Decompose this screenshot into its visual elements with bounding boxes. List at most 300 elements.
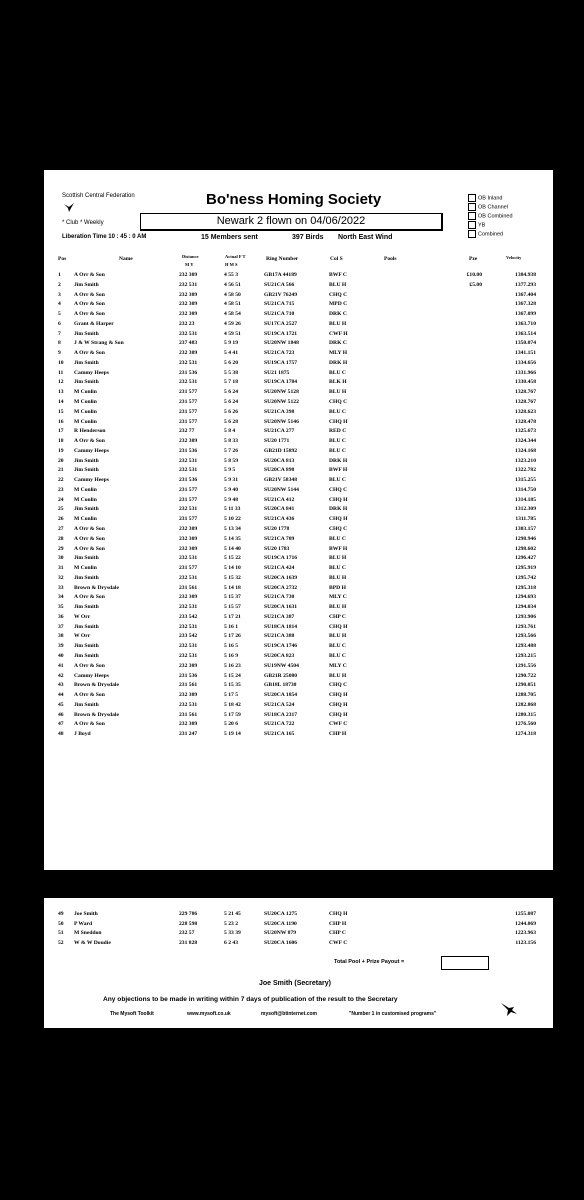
row-distance: 228 598 — [179, 920, 198, 927]
checkbox-ob-channel[interactable]: OB Channel — [468, 203, 513, 212]
row-time: 5 4 41 — [224, 350, 238, 357]
row-time: 5 6 24 — [224, 389, 238, 396]
row-ring: SU19CA 1716 — [264, 555, 298, 562]
row-time: 5 9 31 — [224, 477, 238, 484]
row-velocity: 1324.168 — [515, 447, 536, 454]
row-colour: BLU C — [329, 535, 346, 542]
row-ring: SU19CA 1721 — [264, 330, 298, 337]
row-ring: GB21R 25080 — [264, 672, 298, 679]
row-velocity: 1384.938 — [515, 272, 536, 278]
row-ring: SU21CA 709 — [264, 535, 295, 542]
row-time: 5 14 40 — [224, 545, 241, 552]
row-name: Jim Smith — [74, 457, 99, 464]
row-velocity: 1294.034 — [515, 604, 536, 611]
table-row — [44, 525, 553, 535]
table-row — [44, 447, 553, 457]
row-distance: 232 531 — [179, 457, 198, 464]
row-name: Jim Smith — [74, 281, 99, 288]
slogan: "Number 1 in customised programs" — [349, 1011, 437, 1017]
row-pos: 4 — [58, 301, 61, 308]
row-time: 5 16 1 — [224, 623, 238, 630]
row-colour: BLU C — [329, 438, 346, 445]
row-time: 5 16 9 — [224, 653, 238, 660]
row-velocity: 1291.556 — [515, 662, 536, 669]
row-time: 5 14 35 — [224, 535, 241, 542]
row-distance: 231 536 — [179, 672, 198, 679]
row-distance: 232 531 — [179, 467, 198, 474]
header-name: Name — [119, 256, 133, 262]
row-pos: 20 — [58, 457, 64, 464]
row-ring: SU21CA 436 — [264, 516, 295, 523]
row-name: Jim Smith — [74, 623, 99, 630]
row-ring: SU20CA 1639 — [264, 574, 298, 581]
row-ring: GB21V 58348 — [264, 477, 297, 484]
row-pos: 19 — [58, 447, 64, 454]
row-colour: DRK H — [329, 457, 348, 464]
row-name: Jim Smith — [74, 467, 99, 474]
row-pos: 30 — [58, 555, 64, 562]
row-colour: BWF H — [329, 545, 348, 552]
row-time: 5 9 5 — [224, 467, 236, 474]
checkbox-ob-combined[interactable]: OB Combined — [468, 212, 513, 221]
row-distance: 232 531 — [179, 653, 198, 660]
row-name: A Orr & Son — [74, 291, 105, 298]
row-velocity: 1312.309 — [515, 506, 536, 513]
row-pos: 11 — [58, 369, 64, 376]
row-ring: SU19CA 1784 — [264, 379, 298, 386]
table-row — [44, 613, 553, 623]
row-velocity: 1298.946 — [515, 535, 536, 542]
row-name: M Sneddon — [74, 930, 102, 936]
table-row — [44, 929, 553, 939]
row-ring: SU20CA 1854 — [264, 692, 298, 699]
row-distance: 231 561 — [179, 682, 198, 689]
row-pos: 50 — [58, 920, 64, 927]
row-name: A Orr & Son — [74, 535, 105, 542]
row-velocity: 1363.710 — [515, 320, 536, 327]
row-time: 5 6 28 — [224, 418, 238, 425]
row-name: A Orr & Son — [74, 721, 105, 728]
row-colour: CHQ H — [329, 496, 348, 503]
website-link[interactable]: www.mysoft.co.uk — [187, 1011, 231, 1017]
table-row — [44, 730, 553, 740]
row-pos: 18 — [58, 438, 64, 445]
row-distance: 232 309 — [179, 350, 198, 357]
row-colour: CHQ C — [329, 291, 348, 298]
row-time: 5 23 2 — [224, 920, 238, 927]
row-pos: 29 — [58, 545, 64, 552]
row-velocity: 1290.722 — [515, 672, 536, 679]
checkbox-box[interactable] — [468, 230, 476, 238]
table-row — [44, 398, 553, 408]
table-row — [44, 369, 553, 379]
row-pos: 25 — [58, 506, 64, 513]
row-distance: 232 531 — [179, 330, 198, 337]
row-time: 5 8 33 — [224, 438, 238, 445]
row-ring: SU19CA 1746 — [264, 643, 298, 650]
row-pos: 24 — [58, 496, 64, 503]
row-time: 6 2 43 — [224, 939, 238, 946]
row-colour: BLU C — [329, 447, 346, 454]
row-ring: SU20CA 1631 — [264, 604, 298, 611]
table-row — [44, 505, 553, 515]
row-colour: CHQ H — [329, 701, 348, 708]
row-velocity: 1274.318 — [515, 731, 536, 738]
table-row — [44, 564, 553, 574]
row-ring: SU20 1778 — [264, 526, 290, 533]
row-colour: DRK H — [329, 359, 348, 366]
row-ring: SU21CA 388 — [264, 633, 295, 640]
row-pos: 33 — [58, 584, 64, 591]
row-name: A Orr & Son — [74, 594, 105, 601]
row-prize: £10.00 — [466, 272, 482, 278]
row-colour: MPD C — [329, 301, 348, 308]
row-name: Jim Smith — [74, 574, 99, 581]
row-pos: 23 — [58, 486, 64, 493]
pigeon-logo-icon — [499, 1000, 519, 1020]
row-velocity: 1293.488 — [515, 643, 536, 650]
table-row — [44, 408, 553, 418]
row-velocity: 1325.673 — [515, 428, 536, 435]
row-distance: 232 309 — [179, 721, 198, 728]
row-colour: CHQ C — [329, 682, 348, 689]
row-time: 5 7 26 — [224, 447, 238, 454]
row-pos: 45 — [58, 701, 64, 708]
row-pos: 17 — [58, 428, 64, 435]
row-distance: 237 483 — [179, 340, 198, 347]
row-colour: CHP C — [329, 930, 346, 936]
table-row — [44, 515, 553, 525]
row-time: 5 15 35 — [224, 682, 241, 689]
row-pos: 36 — [58, 613, 64, 620]
row-name: M Conlin — [74, 389, 97, 396]
row-colour: BLU C — [329, 369, 346, 376]
row-name: Brown & Drysdale — [74, 682, 119, 689]
row-distance: 232 531 — [179, 623, 198, 630]
row-distance: 232 531 — [179, 506, 198, 513]
row-ring: SU20NW 5122 — [264, 399, 299, 405]
checkbox-box[interactable] — [468, 221, 476, 229]
row-time: 5 17 5 — [224, 692, 238, 699]
row-colour: BWF H — [329, 467, 348, 474]
table-row — [44, 681, 553, 691]
row-time: 5 18 42 — [224, 701, 241, 708]
row-name: Joe Smith — [74, 911, 98, 917]
row-ring: SU20CA 2732 — [264, 584, 298, 591]
row-ring: SU20 1783 — [264, 545, 290, 552]
row-colour: BLU H — [329, 320, 347, 327]
row-pos: 2 — [58, 281, 61, 288]
row-distance: 231 536 — [179, 477, 198, 484]
row-time: 5 15 24 — [224, 672, 241, 679]
row-colour: RED C — [329, 428, 347, 435]
row-ring: SU20CA 841 — [264, 506, 295, 513]
row-velocity: 1295.742 — [515, 574, 536, 581]
row-time: 5 9 19 — [224, 340, 238, 347]
row-time: 5 9 48 — [224, 496, 238, 503]
payout-value-box — [441, 956, 489, 970]
row-name: Jim Smith — [74, 555, 99, 562]
table-row — [44, 339, 553, 349]
row-time: 5 8 4 — [224, 428, 236, 435]
row-velocity: 1328.767 — [515, 399, 536, 405]
row-colour: BLK H — [329, 379, 347, 386]
row-prize: £5.00 — [469, 281, 482, 288]
table-row — [44, 496, 553, 506]
table-row — [44, 466, 553, 476]
row-pos: 26 — [58, 516, 64, 523]
row-velocity: 1328.478 — [515, 418, 536, 425]
secretary-name: Joe Smith (Secretary) — [259, 980, 331, 987]
table-row — [44, 291, 553, 301]
row-ring: SU20NW 5144 — [264, 486, 299, 493]
row-ring: SU20CA 823 — [264, 653, 295, 660]
row-velocity: 1276.560 — [515, 721, 536, 728]
table-row — [44, 603, 553, 613]
table-row — [44, 662, 553, 672]
header-col: Col S — [330, 256, 343, 262]
row-velocity: 1293.566 — [515, 633, 536, 640]
row-name: W Orr — [74, 633, 91, 640]
federation-name: Scottish Central Federation — [62, 193, 135, 199]
table-row — [44, 320, 553, 330]
row-time: 5 14 10 — [224, 565, 241, 572]
row-ring: SU20NW 1848 — [264, 340, 299, 347]
federation-logo-icon — [62, 200, 76, 214]
row-ring: SU21CA 723 — [264, 350, 295, 357]
table-row — [44, 545, 553, 555]
row-ring: SU21CA 722 — [264, 721, 295, 728]
results-sheet — [44, 170, 553, 870]
row-velocity: 1295.318 — [515, 584, 536, 591]
checkbox-box[interactable] — [468, 203, 476, 211]
row-colour: MLY H — [329, 350, 348, 357]
row-velocity: 1334.656 — [515, 359, 536, 366]
row-distance: 233 542 — [179, 613, 198, 620]
row-colour: CHQ H — [329, 711, 348, 718]
row-time: 4 58 54 — [224, 311, 241, 318]
row-name: Cammy Heeps — [74, 447, 109, 454]
row-ring: SU21CA 730 — [264, 594, 295, 601]
row-ring: SU20CA 898 — [264, 467, 295, 474]
row-ring: SU21CA 710 — [264, 311, 295, 318]
row-name: Cammy Heeps — [74, 369, 109, 376]
header-pos: Pos — [58, 256, 67, 262]
table-row — [44, 720, 553, 730]
row-name: Brown & Drysdale — [74, 711, 119, 718]
row-distance: 231 577 — [179, 516, 198, 523]
row-velocity: 1314.750 — [515, 486, 536, 493]
row-velocity: 1290.051 — [515, 682, 536, 689]
objections-notice: Any objections to be made in writing within 7 days of publication of the result to the Secretary — [103, 996, 398, 1003]
row-distance: 232 531 — [179, 574, 198, 581]
table-row — [44, 642, 553, 652]
row-pos: 44 — [58, 692, 64, 699]
row-velocity: 1295.919 — [515, 565, 536, 572]
row-time: 5 15 32 — [224, 574, 241, 581]
table-row — [44, 427, 553, 437]
row-colour: CHQ C — [329, 399, 348, 405]
row-velocity: 1314.185 — [515, 496, 536, 503]
row-time: 5 5 38 — [224, 369, 238, 376]
row-time: 5 14 18 — [224, 584, 241, 591]
society-title: Bo'ness Homing Society — [206, 191, 382, 208]
row-name: M Conlin — [74, 399, 97, 405]
row-name: J & W Strang & Son — [74, 340, 124, 347]
row-colour: CHQ H — [329, 516, 348, 523]
row-ring: SU20CA 1190 — [264, 920, 297, 927]
row-pos: 49 — [58, 911, 64, 917]
row-distance: 231 577 — [179, 408, 198, 415]
row-name: J Boyd — [74, 731, 91, 738]
row-time: 5 21 45 — [224, 911, 241, 917]
table-row — [44, 593, 553, 603]
row-distance: 231 577 — [179, 418, 198, 425]
row-distance: 232 531 — [179, 281, 198, 288]
row-name: A Orr & Son — [74, 311, 105, 318]
row-velocity: 1367.404 — [515, 291, 536, 298]
row-pos: 8 — [58, 340, 61, 347]
row-name: Jim Smith — [74, 506, 99, 513]
row-name: Jim Smith — [74, 653, 99, 660]
header-hms: H M S — [225, 262, 238, 267]
row-colour: DRK H — [329, 506, 348, 513]
race-title-box — [140, 213, 443, 231]
row-colour: CHQ H — [329, 911, 348, 917]
table-row — [44, 939, 553, 949]
row-velocity: 1298.602 — [515, 545, 536, 552]
row-distance: 232 57 — [179, 930, 195, 936]
row-ring: SU21CA 566 — [264, 281, 295, 288]
row-distance: 232 531 — [179, 359, 198, 366]
table-row — [44, 910, 553, 920]
row-colour: CHQ H — [329, 623, 348, 630]
row-pos: 38 — [58, 633, 64, 640]
row-name: R Henderson — [74, 428, 106, 435]
row-colour: BLU H — [329, 389, 347, 396]
table-row — [44, 359, 553, 369]
row-pos: 42 — [58, 672, 64, 679]
row-ring: SU18CA 1814 — [264, 623, 298, 630]
checkbox-box[interactable] — [468, 212, 476, 220]
row-name: A Orr & Son — [74, 272, 105, 278]
row-pos: 6 — [58, 320, 61, 327]
row-velocity: 1293.906 — [515, 613, 536, 620]
row-pos: 28 — [58, 535, 64, 542]
row-colour: CHQ H — [329, 418, 348, 425]
row-colour: CHQ C — [329, 526, 348, 533]
row-ring: GB21V 76249 — [264, 291, 297, 298]
email-link[interactable]: mysoft@btinternet.com — [261, 1011, 317, 1017]
checkbox-combined[interactable]: Combined — [468, 230, 513, 239]
row-time: 5 17 26 — [224, 633, 241, 640]
row-pos: 13 — [58, 389, 64, 396]
row-colour: DRK C — [329, 311, 347, 318]
row-velocity: 1280.315 — [515, 711, 536, 718]
row-colour: CWF C — [329, 939, 348, 946]
row-name: M Conlin — [74, 486, 97, 493]
table-row — [44, 632, 553, 642]
row-time: 5 6 26 — [224, 408, 238, 415]
table-row — [44, 378, 553, 388]
row-ring: SU20NW 5146 — [264, 418, 299, 425]
row-name: M Conlin — [74, 516, 97, 523]
row-ring: SU20CA 813 — [264, 457, 295, 464]
row-time: 5 13 34 — [224, 526, 241, 533]
row-pos: 31 — [58, 565, 64, 572]
header-pze: Pze — [469, 256, 478, 262]
row-ring: GB21D 15892 — [264, 447, 298, 454]
row-time: 5 17 59 — [224, 711, 241, 718]
row-time: 4 59 51 — [224, 330, 241, 337]
table-row — [44, 672, 553, 682]
table-row — [44, 574, 553, 584]
table-row — [44, 457, 553, 467]
row-name: Grant & Harper — [74, 320, 114, 327]
row-name: Jim Smith — [74, 379, 99, 386]
checkbox-yb[interactable]: YB — [468, 221, 513, 230]
row-colour: MLY C — [329, 662, 347, 669]
row-pos: 7 — [58, 330, 61, 337]
header-ring: Ring Number — [266, 256, 299, 262]
row-ring: SU21CA 524 — [264, 701, 295, 708]
row-pos: 15 — [58, 408, 64, 415]
row-time: 5 33 39 — [224, 930, 241, 936]
row-velocity: 1328.767 — [515, 389, 536, 396]
row-distance: 231 577 — [179, 399, 198, 405]
row-pos: 10 — [58, 359, 64, 366]
checkbox-box[interactable] — [468, 194, 476, 202]
row-ring: SU20NW 879 — [264, 930, 297, 936]
row-distance: 231 828 — [179, 939, 198, 946]
row-velocity: 1293.761 — [515, 623, 536, 630]
row-name: Jim Smith — [74, 330, 99, 337]
row-ring: SU21CA 412 — [264, 496, 295, 503]
row-name: A Orr & Son — [74, 301, 105, 308]
row-ring: SU20CA 1275 — [264, 911, 298, 917]
row-ring: SU17CA 2527 — [264, 320, 298, 327]
row-pos: 51 — [58, 930, 64, 936]
row-time: 5 15 22 — [224, 555, 241, 562]
row-distance: 232 309 — [179, 272, 198, 278]
row-velocity: 1311.785 — [515, 516, 536, 523]
table-row — [44, 701, 553, 711]
row-ring: SU21 1875 — [264, 369, 290, 376]
row-name: M Conlin — [74, 496, 97, 503]
row-colour: CHP H — [329, 920, 347, 927]
checkbox-ob-inland[interactable]: OB Inland — [468, 194, 513, 203]
row-time: 4 55 3 — [224, 272, 238, 278]
row-time: 5 17 21 — [224, 613, 241, 620]
row-pos: 1 — [58, 272, 61, 278]
row-ring: SU21CA 715 — [264, 301, 295, 308]
header-velocity: Velocity — [506, 255, 522, 260]
row-velocity: 1293.215 — [515, 653, 536, 660]
row-pos: 35 — [58, 604, 64, 611]
row-distance: 232 309 — [179, 301, 198, 308]
row-colour: CWF H — [329, 330, 348, 337]
row-ring: SU18CA 2317 — [264, 711, 298, 718]
race-title: Newark 2 flown on 04/06/2022 — [216, 215, 366, 227]
row-name: A Orr & Son — [74, 350, 105, 357]
row-velocity: 1123.156 — [515, 939, 536, 946]
row-pos: 5 — [58, 311, 61, 318]
results-sheet-continued — [44, 898, 553, 1028]
row-name: A Orr & Son — [74, 662, 105, 669]
row-colour: CHP C — [329, 613, 346, 620]
row-distance: 232 309 — [179, 692, 198, 699]
row-distance: 232 309 — [179, 594, 198, 601]
